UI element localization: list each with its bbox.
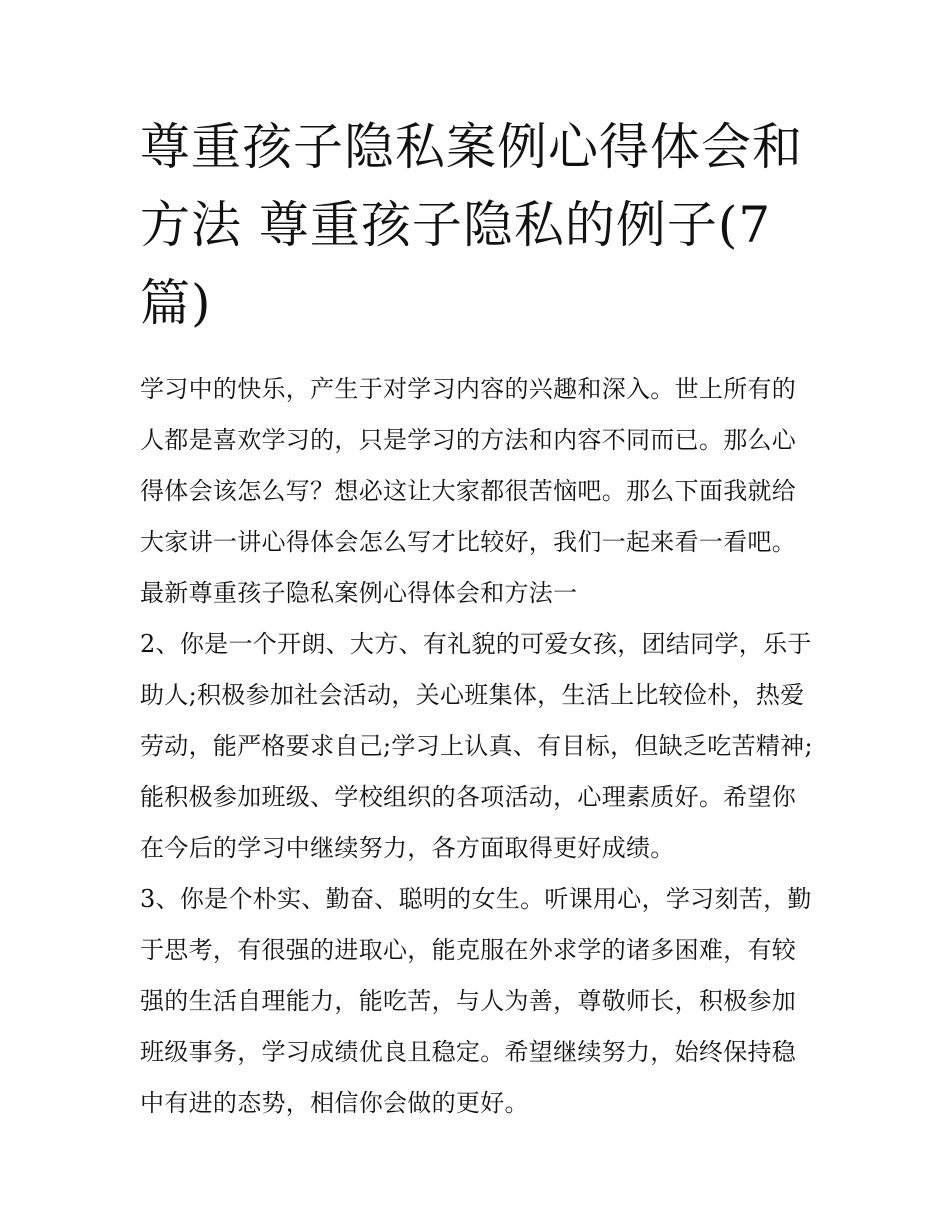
document-title: 尊重孩子隐私案例心得体会和方法 尊重孩子隐私的例子(7篇): [140, 118, 803, 332]
comment-paragraph-3: 3、你是个朴实、勤奋、聪明的女生。听课用心，学习刻苦，勤于思考，有很强的进取心，能克服在外求学的诸多困难，有较强的生活自理能力，能吃苦，与人为善，尊敬师长，积极参加班级事务，学习成绩优良且稳定。希望继续努力，始终保持稳中有进的态势，相信你会做的更好。: [140, 885, 812, 1117]
comment-paragraph-2: 2、你是一个开朗、大方、有礼貌的可爱女孩，团结同学，乐于助人;积极参加社会活动，关心班集体，生活上比较俭朴，热爱劳动，能严格要求自己;学习上认真、有目标，但缺乏吃苦精神;能积极参加班级、学校组织的各项活动，心理素质好。希望你在今后的学习中继续努力，各方面取得更好成绩。: [140, 630, 813, 862]
document-content: [140, 108, 816, 1129]
intro-paragraph: 学习中的快乐，产生于对学习内容的兴趣和深入。世上所有的人都是喜欢学习的，只是学习的方法和内容不同而已。那么心得体会该怎么写？想必这让大家都很苦恼吧。那么下面我就给大家讲一讲心得体会怎么写才比较好，我们一起来看一看吧。: [140, 375, 797, 556]
section-heading: 最新尊重孩子隐私案例心得体会和方法一: [140, 579, 578, 607]
document-body: [140, 364, 816, 1129]
